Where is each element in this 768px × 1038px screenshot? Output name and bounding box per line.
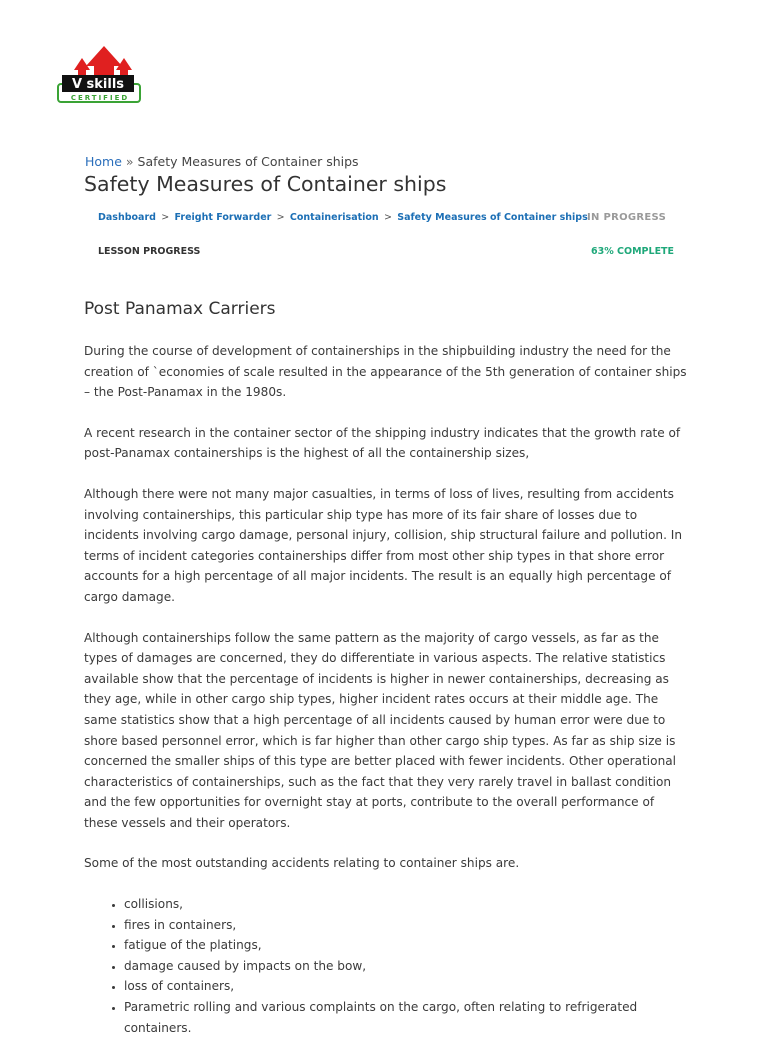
course-crumb-freight-forwarder[interactable]: Freight Forwarder bbox=[174, 212, 272, 223]
lesson-progress-label: LESSON PROGRESS bbox=[98, 246, 201, 257]
course-crumb-separator: > bbox=[276, 212, 285, 223]
course-crumb-separator: > bbox=[161, 212, 170, 223]
lesson-content bbox=[84, 341, 690, 1038]
course-crumb-containerisation[interactable]: Containerisation bbox=[289, 212, 379, 223]
paragraph: Although containerships follow the same pattern as the majority of cargo vessels, as far as the types of damages are concerned, they do differentiate in various aspects. The relative statistics available show that the percentage of incidents is higher in newer containerships, decreasing as they age, while in other cargo ship types, higher incident rates occurs at their middle age. The same statistics show that a high percentage of all incidents caused by human error were due to shore based personnel error, which is far higher than other cargo ship types. As far as ship size is concerned the smaller ships of this type are better placed with fewer incidents. Other operational characteristics of containerships, such as the fact that they very rarely travel in ballast condition and the few opportunities for overnight stay at ports, contribute to the overall performance of these vessels and their operators. bbox=[84, 630, 677, 830]
paragraph: Some of the most outstanding accidents relating to container ships are. bbox=[84, 856, 520, 871]
course-breadcrumb bbox=[98, 212, 588, 223]
breadcrumb-current: Safety Measures of Container ships bbox=[137, 154, 359, 169]
list-item: • damage caused by impacts on the bow, bbox=[124, 956, 690, 977]
course-crumb-current-lesson[interactable]: Safety Measures of Container ships bbox=[397, 212, 588, 223]
section-title: Post Panamax Carriers bbox=[84, 299, 276, 319]
paragraph: During the course of development of containerships in the shipbuilding industry the need for the creation of `economies of scale resulted in the appearance of the 5th generation of container ships – the Post-Panamax in the 1980s. bbox=[84, 344, 687, 400]
logo-tagline: CERTIFIED bbox=[70, 94, 130, 102]
course-crumb-dashboard[interactable]: Dashboard bbox=[98, 212, 156, 223]
course-crumb-separator: > bbox=[384, 212, 392, 223]
accidents-list bbox=[84, 894, 690, 1038]
breadcrumb bbox=[85, 154, 359, 169]
breadcrumb-separator: » bbox=[125, 154, 134, 169]
progress-complete-text: 63% COMPLETE bbox=[591, 246, 675, 257]
page-title: Safety Measures of Container ships bbox=[84, 172, 447, 196]
vskills-logo[interactable] bbox=[56, 44, 144, 106]
breadcrumb-home-link[interactable]: Home bbox=[85, 154, 122, 169]
status-badge: IN PROGRESS bbox=[587, 212, 667, 223]
list-item: • fatigue of the platings, bbox=[124, 935, 690, 956]
list-item: • Parametric rolling and various complaints on the cargo, often relating to refrigerated containers. bbox=[124, 997, 690, 1038]
list-item: • collisions, bbox=[124, 894, 690, 915]
list-item: • loss of containers, bbox=[124, 976, 690, 997]
paragraph: Although there were not many major casualties, in terms of loss of lives, resulting from accidents involving containerships, this particular ship type has more of its fair share of losses due to incidents involving cargo damage, personal injury, collision, ship structural failure and pollution. In terms of incident categories containerships differ from most other ship types in that shore error accounts for a high percentage of all major incidents. The result is an equally high percentage of cargo damage. bbox=[84, 486, 683, 604]
paragraph: A recent research in the container sector of the shipping industry indicates that the growth rate of post-Panamax containerships is the highest of all the containership sizes, bbox=[84, 425, 681, 461]
logo-wordmark: V skills bbox=[71, 77, 125, 92]
list-item: • fires in containers, bbox=[124, 915, 690, 936]
